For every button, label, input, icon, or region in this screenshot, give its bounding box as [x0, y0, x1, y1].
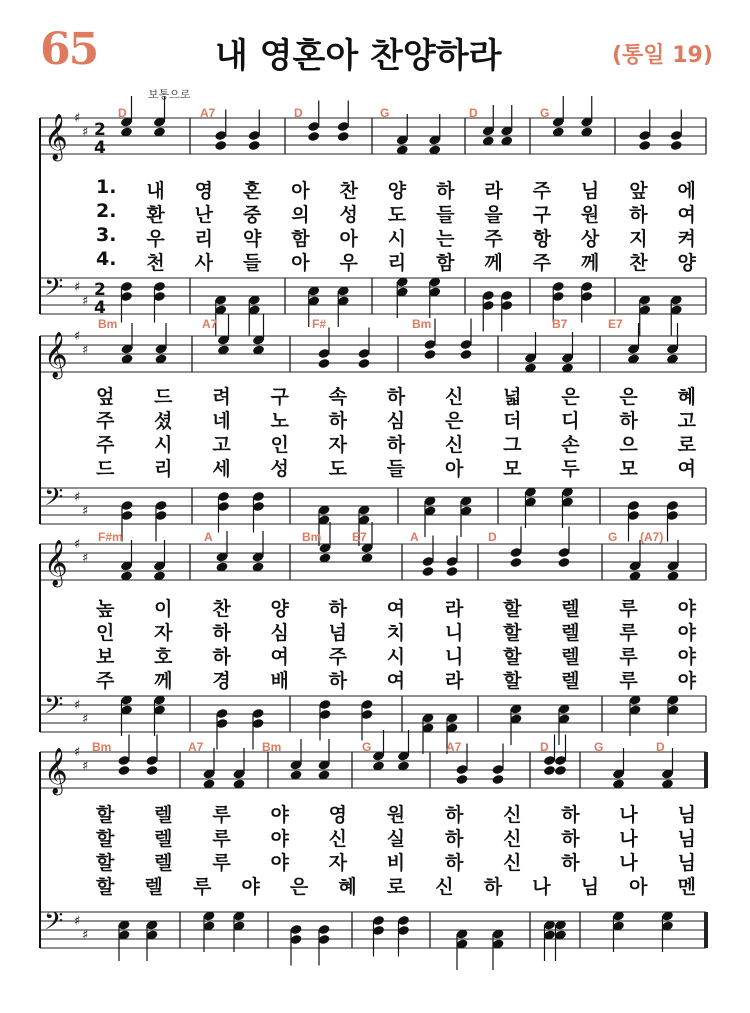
lyric-syllable: 루 [619, 646, 638, 668]
chord-symbol: G [608, 530, 618, 544]
chord-symbol: D [656, 740, 665, 754]
lyric-syllable: 께 [154, 670, 173, 692]
lyric-syllable: 더 [503, 410, 522, 432]
lyric-syllable: 은 [619, 386, 638, 408]
lyric-syllable: 하 [436, 180, 455, 202]
lyric-syllable: 주 [532, 252, 551, 274]
lyric-syllable: 속 [328, 386, 347, 408]
lyric-syllable: 앞 [629, 180, 648, 202]
bass-clef-icon: 𝄢 [44, 691, 64, 726]
lyric-verse-line [96, 248, 696, 275]
lyric-syllable: 상 [580, 228, 600, 250]
chord-symbol: E7 [352, 530, 367, 544]
chord-symbol: D [469, 106, 478, 120]
chord-symbol: Bm [412, 317, 432, 331]
sharp-icon: ♯ [74, 698, 81, 713]
lyric-syllable: 시 [154, 434, 173, 456]
lyric-syllable: 실 [386, 828, 406, 850]
lyric-syllable: 성 [339, 204, 358, 226]
lyric-syllable: 자 [328, 852, 347, 874]
lyric-syllable: 루 [619, 598, 638, 620]
treble-clef-icon: 𝄞 [44, 748, 68, 794]
sharp-icon: ♯ [74, 280, 81, 295]
lyric-syllable: 아 [629, 876, 648, 898]
lyric-syllable: 양 [270, 598, 289, 620]
lyric-syllable: 야 [270, 852, 289, 874]
lyric-syllable: 두 [561, 458, 580, 480]
note-head [145, 765, 158, 776]
lyric-syllable: 혜 [338, 876, 357, 898]
note-head [423, 349, 436, 360]
lyric-syllable: 도 [328, 458, 347, 480]
lyric-syllable: 치 [386, 622, 406, 644]
lyric-syllable: 께 [484, 252, 503, 274]
lyric-syllable: 렐 [154, 852, 173, 874]
lyric-syllable: 하 [212, 622, 231, 644]
lyric-syllable: 멘 [677, 876, 696, 898]
chord-symbol: B7 [552, 317, 568, 331]
lyric-syllable: 하 [619, 410, 638, 432]
lyric-syllable: 렐 [561, 598, 580, 620]
lyric-syllable: 리 [154, 458, 173, 480]
lyric-syllable: 야 [677, 646, 696, 668]
lyric-syllable: 아 [291, 180, 310, 202]
note-head [317, 358, 330, 369]
lyric-syllable: 님 [580, 180, 600, 202]
lyric-syllable: 신 [503, 804, 522, 826]
lyric-syllable: 렐 [561, 670, 580, 692]
lyric-syllable: 할 [96, 804, 115, 826]
lyric-syllable: 경 [212, 670, 231, 692]
unified-hymn-number: (통일 19) [612, 43, 713, 68]
lyric-syllable: 리 [194, 228, 214, 250]
lyric-syllable: 아 [291, 252, 310, 274]
lyric-syllable: 하 [561, 828, 580, 850]
chord-symbol: G [380, 106, 390, 120]
lyric-syllable: 니 [444, 622, 464, 644]
lyric-syllable: 께 [580, 252, 600, 274]
lyric-syllable: 2. [96, 200, 117, 222]
time-signature: 4 [94, 298, 106, 318]
lyric-syllable: 라 [444, 670, 464, 692]
chord-symbol: G [594, 740, 604, 754]
note-head [670, 140, 683, 151]
lyric-syllable: 나 [619, 828, 638, 850]
sharp-icon: ♯ [82, 928, 89, 943]
note-head [357, 358, 370, 369]
lyric-verse-line [96, 382, 696, 409]
lyric-syllable: 님 [677, 828, 696, 850]
lyric-syllable: 로 [677, 434, 696, 456]
sharp-icon: ♯ [82, 712, 89, 727]
lyric-syllable: 셨 [154, 410, 173, 432]
time-signature: 4 [94, 138, 106, 158]
lyric-syllable: 라 [444, 598, 464, 620]
lyric-syllable: 넓 [503, 386, 522, 408]
chord-symbol: G [540, 106, 550, 120]
lyric-syllable: 려 [212, 386, 231, 408]
sharp-icon: ♯ [82, 504, 89, 519]
lyric-syllable: 야 [241, 876, 260, 898]
chord-symbol: A [410, 530, 419, 544]
lyric-syllable: 루 [212, 852, 231, 874]
lyric-syllable: 지 [629, 228, 648, 250]
lyric-syllable: 환 [146, 204, 165, 226]
lyric-syllable: 할 [96, 852, 115, 874]
lyric-syllable: 넘 [328, 622, 347, 644]
lyric-syllable: 약 [242, 228, 262, 250]
lyric-verse-line [96, 666, 696, 693]
note-head [554, 765, 567, 776]
hymn-number: 65 [40, 24, 98, 75]
lyric-syllable: 하 [483, 876, 503, 898]
chord-symbol: D [118, 106, 127, 120]
note-head [638, 140, 651, 151]
lyric-syllable: 님 [677, 804, 696, 826]
lyric-syllable: 그 [503, 434, 522, 456]
lyric-syllable: 할 [503, 670, 522, 692]
note-head [557, 557, 570, 568]
lyric-syllable: 야 [677, 670, 696, 692]
treble-clef-icon: 𝄞 [44, 114, 68, 160]
lyric-syllable: 이 [154, 598, 173, 620]
lyric-syllable: 시 [386, 646, 406, 668]
lyric-syllable: 는 [436, 228, 455, 250]
time-signature: 2 [94, 120, 106, 140]
lyric-syllable: 여 [270, 646, 289, 668]
lyric-syllable: 하 [444, 804, 464, 826]
chord-symbol: Bm [302, 530, 322, 544]
note-head [421, 566, 434, 577]
lyric-syllable: 난 [194, 204, 214, 226]
lyric-syllable: 찬 [339, 180, 358, 202]
lyric-syllable: 으 [619, 434, 638, 456]
lyric-syllable: 렐 [561, 646, 580, 668]
lyric-syllable: 호 [154, 646, 173, 668]
lyric-syllable: 혜 [677, 386, 696, 408]
lyric-syllable: 하 [386, 434, 406, 456]
lyric-syllable: 주 [96, 410, 115, 432]
tempo-marking: 보통으로 [148, 88, 191, 101]
lyric-syllable: 보 [96, 646, 115, 668]
chord-symbol: Bm [98, 317, 118, 331]
lyric-syllable: 도 [387, 204, 407, 226]
chord-symbol: E7 [608, 317, 623, 331]
lyric-syllable: 은 [444, 410, 464, 432]
lyric-syllable: 비 [386, 852, 406, 874]
lyric-syllable: 구 [532, 204, 551, 226]
lyric-syllable: 하 [561, 804, 580, 826]
lyric-verse-line [96, 594, 696, 621]
lyric-syllable: 하 [328, 598, 347, 620]
lyric-syllable: 신 [435, 876, 454, 898]
lyric-syllable: 엎 [96, 386, 115, 408]
lyric-syllable: 양 [387, 180, 407, 202]
lyric-syllable: 신 [444, 386, 464, 408]
lyric-syllable: 여 [677, 204, 696, 226]
lyric-syllable: 야 [677, 622, 696, 644]
lyric-verse-line [96, 824, 696, 851]
bass-clef-icon: 𝄢 [44, 273, 64, 308]
chord-symbol: Bm [92, 740, 112, 754]
lyric-syllable: 드 [96, 458, 115, 480]
lyric-syllable: 구 [270, 386, 289, 408]
note-head [459, 349, 472, 360]
lyric-syllable: 야 [270, 828, 289, 850]
lyric-syllable: 심 [270, 622, 289, 644]
lyric-syllable: 님 [580, 876, 600, 898]
lyric-syllable: 항 [532, 228, 551, 250]
bass-clef-icon: 𝄢 [44, 907, 64, 942]
lyric-syllable: 영 [194, 180, 214, 202]
lyric-syllable: 고 [677, 410, 696, 432]
lyric-syllable: 시 [387, 228, 407, 250]
lyric-syllable: 1. [96, 176, 117, 198]
lyric-syllable: 양 [677, 252, 696, 274]
lyric-syllable: 에 [677, 180, 696, 202]
treble-clef-icon: 𝄞 [44, 332, 68, 378]
lyric-syllable: 주 [96, 434, 115, 456]
lyric-syllable: 신 [444, 434, 464, 456]
note-head [491, 774, 504, 785]
note-head [337, 131, 350, 142]
lyric-syllable: 하 [629, 204, 648, 226]
lyric-syllable: 세 [212, 458, 231, 480]
lyric-syllable: 하 [444, 828, 464, 850]
lyric-syllable: 할 [96, 828, 115, 850]
lyric-syllable: 하 [561, 852, 580, 874]
note-head [509, 557, 522, 568]
lyric-syllable: 야 [270, 804, 289, 826]
note-head [117, 765, 130, 776]
lyric-syllable: 나 [532, 876, 551, 898]
lyric-syllable: 드 [154, 386, 173, 408]
chord-symbol: Bm [262, 740, 282, 754]
chord-symbol: A7 [200, 106, 216, 120]
lyric-syllable: 노 [270, 410, 289, 432]
lyric-syllable: 우 [339, 252, 358, 274]
lyric-syllable: 렐 [561, 622, 580, 644]
sharp-icon: ♯ [74, 490, 81, 505]
lyric-syllable: 나 [619, 852, 638, 874]
sharp-icon: ♯ [74, 537, 81, 552]
chord-symbol: D [540, 740, 549, 754]
chord-symbol: (A7) [640, 530, 664, 544]
lyric-syllable: 함 [291, 228, 310, 250]
sharp-icon: ♯ [82, 343, 89, 358]
lyric-verse-line [96, 406, 696, 433]
chord-symbol: A7 [446, 740, 462, 754]
lyric-syllable: 아 [444, 458, 464, 480]
lyric-syllable: 고 [212, 434, 231, 456]
sharp-icon: ♯ [74, 329, 81, 344]
lyric-verse-line [96, 642, 696, 669]
chord-symbol: F#m [98, 530, 123, 544]
lyric-syllable: 디 [561, 410, 580, 432]
note-head [307, 131, 320, 142]
lyric-syllable: 인 [96, 622, 115, 644]
lyric-syllable: 신 [503, 828, 522, 850]
lyric-syllable: 렐 [144, 876, 163, 898]
lyric-syllable: 야 [677, 598, 696, 620]
lyric-syllable: 찬 [212, 598, 231, 620]
chord-symbol: D [294, 106, 303, 120]
lyric-syllable: 님 [677, 852, 696, 874]
lyric-syllable: 모 [503, 458, 522, 480]
lyric-syllable: 을 [484, 204, 503, 226]
sharp-icon: ♯ [74, 745, 81, 760]
note-head [455, 774, 468, 785]
bass-clef-icon: 𝄢 [44, 483, 64, 518]
lyric-syllable: 배 [270, 670, 289, 692]
lyric-syllable: 할 [503, 622, 522, 644]
lyric-syllable: 4. [96, 248, 117, 270]
lyric-syllable: 할 [503, 598, 522, 620]
lyric-syllable: 함 [436, 252, 455, 274]
chord-symbol: G [362, 740, 372, 754]
lyric-syllable: 높 [96, 598, 115, 620]
lyric-syllable: 영 [328, 804, 347, 826]
lyric-syllable: 자 [328, 434, 347, 456]
chord-symbol: F# [312, 317, 327, 331]
lyric-syllable: 찬 [629, 252, 648, 274]
lyric-syllable: 켜 [677, 228, 696, 250]
lyric-verse-line [96, 224, 696, 251]
chord-symbol: A7 [202, 317, 218, 331]
lyric-syllable: 손 [561, 434, 580, 456]
note-head [445, 566, 458, 577]
lyric-syllable: 렐 [154, 804, 173, 826]
time-signature: 2 [94, 280, 106, 300]
lyric-syllable: 은 [561, 386, 580, 408]
lyric-syllable: 들 [436, 204, 455, 226]
lyric-syllable: 천 [146, 252, 165, 274]
note-head [543, 765, 556, 776]
sharp-icon: ♯ [82, 551, 89, 566]
lyric-verse-line [96, 176, 696, 203]
lyric-verse-line [96, 430, 696, 457]
lyric-verse-line [96, 200, 696, 227]
lyric-syllable: 주 [532, 180, 551, 202]
lyric-syllable: 루 [192, 876, 212, 898]
sharp-icon: ♯ [82, 294, 89, 309]
lyric-syllable: 여 [677, 458, 696, 480]
note-head [248, 140, 261, 151]
treble-clef-icon: 𝄞 [44, 540, 68, 586]
note-head [214, 140, 227, 151]
lyric-syllable: 들 [242, 252, 262, 274]
lyric-syllable: 3. [96, 224, 117, 246]
lyric-syllable: 하 [328, 670, 347, 692]
lyric-syllable: 할 [503, 646, 522, 668]
lyric-verse-line [96, 454, 696, 481]
lyric-syllable: 자 [154, 622, 173, 644]
lyric-syllable: 하 [444, 852, 464, 874]
lyric-syllable: 아 [339, 228, 358, 250]
lyric-syllable: 은 [289, 876, 309, 898]
lyric-syllable: 루 [619, 670, 638, 692]
lyric-syllable: 나 [619, 804, 638, 826]
lyric-syllable: 하 [386, 386, 406, 408]
lyric-syllable: 로 [386, 876, 406, 898]
lyric-syllable: 주 [328, 646, 347, 668]
lyric-verse-line [96, 848, 696, 875]
chord-symbol: D [488, 530, 497, 544]
chord-symbol: A [204, 530, 213, 544]
hymn-title: 내 영혼아 찬양하라 [215, 36, 502, 76]
lyric-syllable: 성 [270, 458, 289, 480]
lyric-syllable: 니 [444, 646, 464, 668]
lyric-syllable: 할 [96, 876, 115, 898]
lyric-syllable: 네 [212, 410, 231, 432]
lyric-syllable: 의 [291, 204, 310, 226]
lyric-syllable: 루 [212, 828, 231, 850]
lyric-syllable: 중 [242, 204, 262, 226]
lyric-syllable: 원 [580, 204, 600, 226]
lyric-syllable: 여 [386, 598, 406, 620]
lyric-syllable: 하 [328, 410, 347, 432]
lyric-verse-line [96, 618, 696, 645]
lyric-syllable: 하 [212, 646, 231, 668]
lyric-syllable: 리 [387, 252, 407, 274]
lyric-syllable: 루 [619, 622, 638, 644]
lyric-syllable: 원 [386, 804, 406, 826]
sharp-icon: ♯ [74, 111, 81, 126]
lyric-syllable: 신 [328, 828, 347, 850]
sharp-icon: ♯ [82, 125, 89, 140]
lyric-syllable: 인 [270, 434, 289, 456]
lyric-syllable: 내 [146, 180, 165, 202]
lyric-syllable: 신 [503, 852, 522, 874]
lyric-syllable: 우 [146, 228, 165, 250]
lyric-syllable: 혼 [242, 180, 262, 202]
lyric-syllable: 들 [386, 458, 406, 480]
lyric-syllable: 렐 [154, 828, 173, 850]
lyric-syllable: 라 [484, 180, 503, 202]
sharp-icon: ♯ [74, 914, 81, 929]
lyric-syllable: 사 [194, 252, 214, 274]
lyric-syllable: 여 [386, 670, 406, 692]
lyric-syllable: 모 [619, 458, 638, 480]
sharp-icon: ♯ [82, 759, 89, 774]
chord-symbol: A7 [188, 740, 204, 754]
lyric-verse-line [96, 872, 696, 899]
lyric-syllable: 루 [212, 804, 231, 826]
lyric-verse-line [96, 800, 696, 827]
lyric-syllable: 주 [484, 228, 503, 250]
lyric-syllable: 주 [96, 670, 115, 692]
lyric-syllable: 심 [386, 410, 406, 432]
